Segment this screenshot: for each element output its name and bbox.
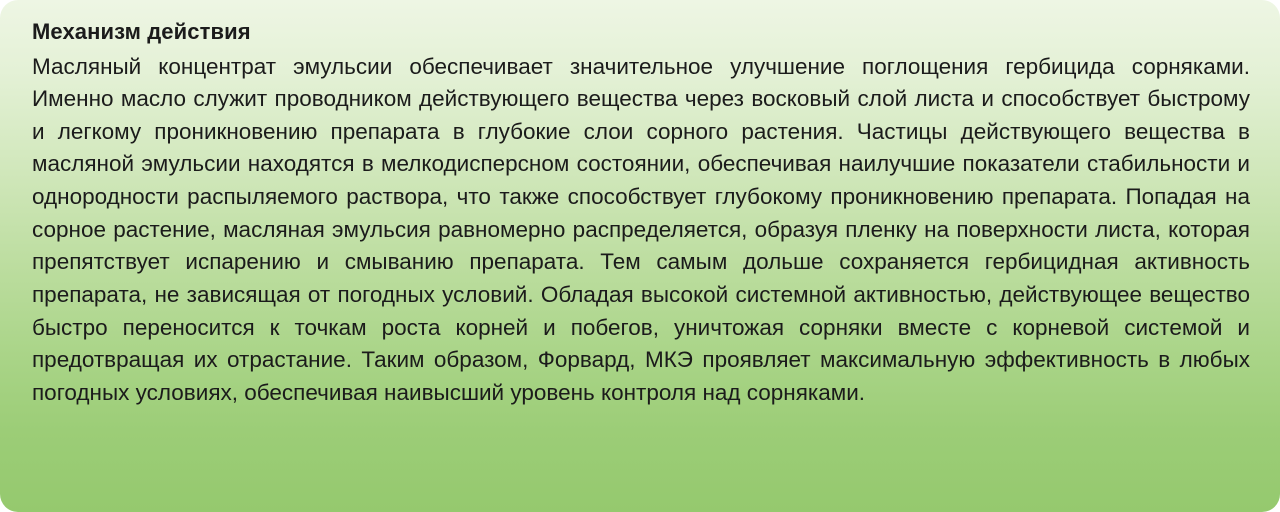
section-body-text: Масляный концентрат эмульсии обеспечивает значительное улучшение поглощения гербицида сорняками. Именно масло служит проводником действующего вещества через восковый слой листа и способствует быстрому и легкому проникновению препарата в глубокие слои сорного растения. Частицы действующего вещества в масляной эмульсии находятся в мелкодисперсном состоянии, обеспечивая наилучшие показатели стабильности и однородности распыляемого раствора, что также способствует глубокому проникновению препарата. Попадая на сорное растение, масляная эмульсия равномерно распределяется, образуя пленку на поверхности листа, которая препятствует испарению и смыванию препарата. Тем самым дольше сохраняется гербицидная активность препарата, не зависящая от погодных условий. Обладая высокой системной активностью, действующее вещество быстро переносится к точкам роста корней и побегов, уничтожая сорняки вместе с корневой системой и предотвращая их отрастание. Таким образом, Форвард, МКЭ проявляет максимальную эффективность в любых погодных условиях, обеспечивая наивысший уровень контроля над сорняками. — [32, 53, 1250, 405]
panel-content — [32, 18, 1250, 496]
section-heading: Механизм действия — [32, 19, 251, 44]
